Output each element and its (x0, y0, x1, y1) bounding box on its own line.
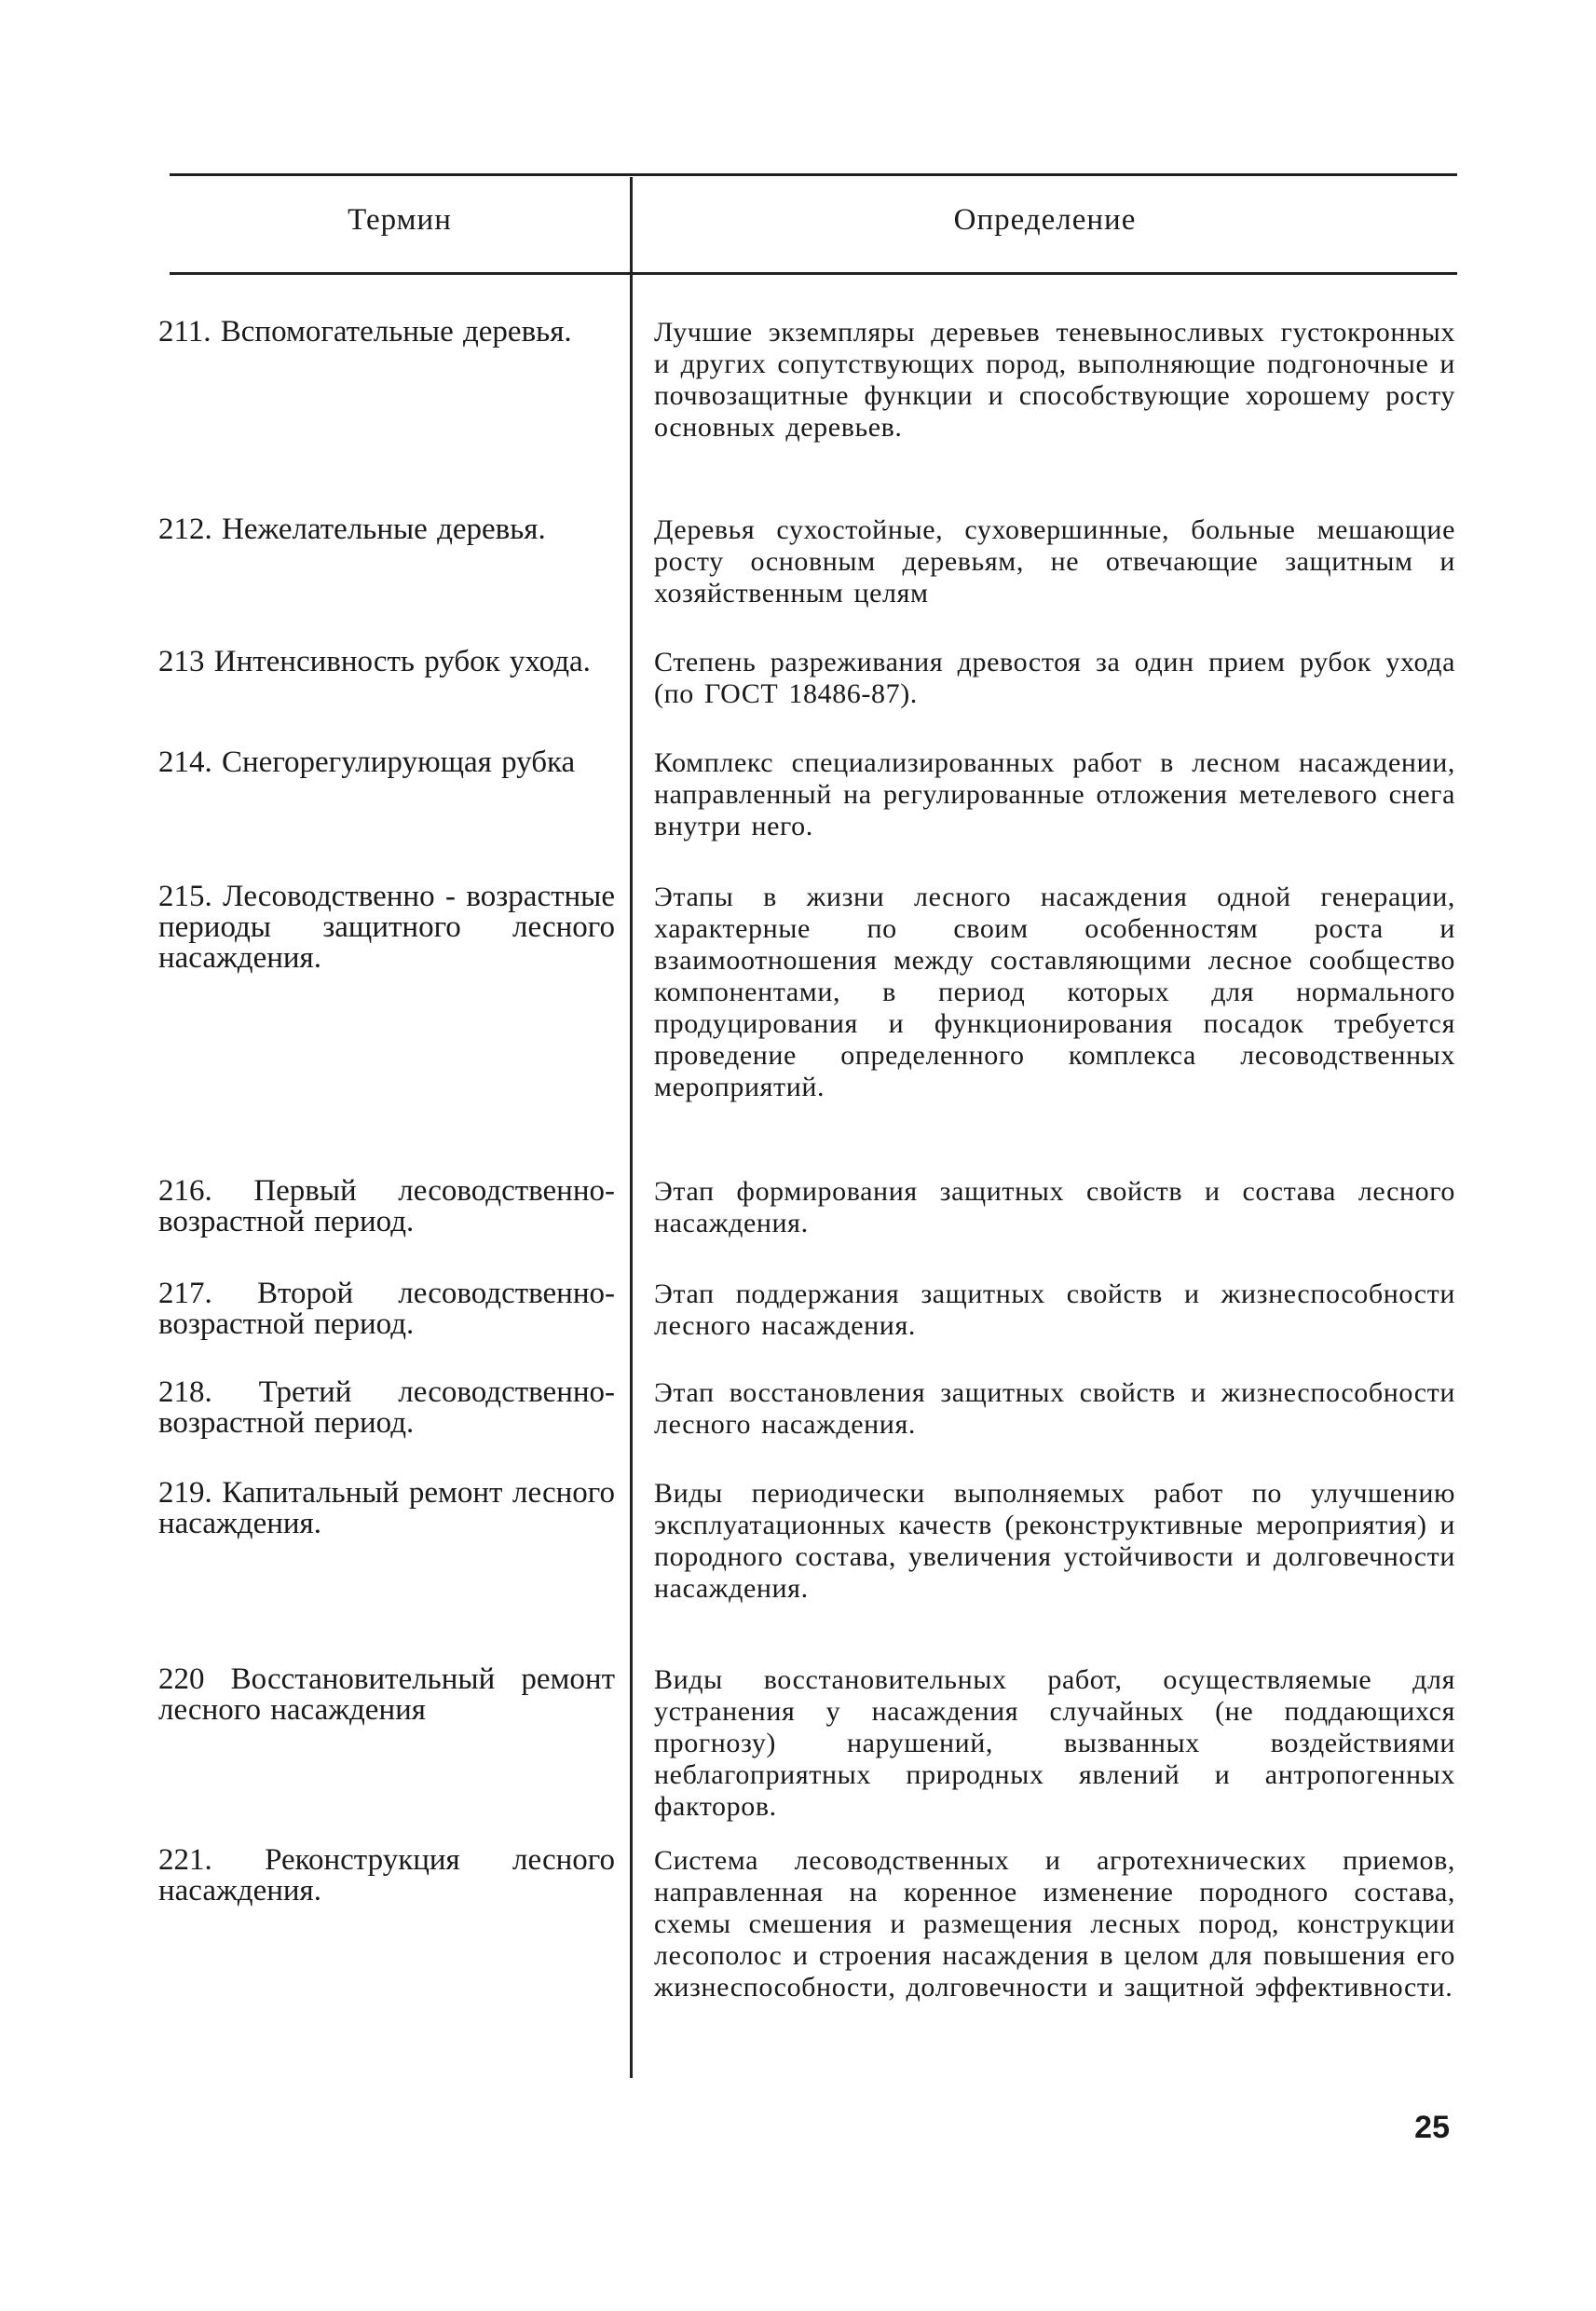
table-header-rule (170, 272, 1457, 275)
term-cell: 213 Интенсивность рубок ухода. (158, 645, 591, 678)
definition-cell: Лучшие экземпляры деревьев теневыносливых густокронных и других сопутствующих пород, выполняющие подгоночные и почвозащитные функции и способствующие хорошему росту основных деревьев. (654, 317, 1455, 443)
column-divider (630, 177, 633, 2078)
definition-cell: Степень разреживания древостоя за один прием рубок ухода (по ГОСТ 18486-87). (654, 647, 1455, 709)
term-cell: 220 Восстановительный ремонт лесного насаждения (158, 1662, 615, 1727)
definition-cell: Деревья сухостойные, суховершинные, больные мешающие росту основным деревьям, не отвечающие защитным и хозяйственным целям (654, 514, 1455, 609)
definition-cell: Этап восстановления защитных свойств и жизнеспособности лесного насаждения. (654, 1377, 1455, 1440)
term-cell: 215. Лесоводственно - возрастные периоды защитного лесного насаждения. (158, 880, 615, 975)
term-cell: 221. Реконструкция лесного насаждения. (158, 1843, 615, 1908)
term-cell: 219. Капитальный ремонт лесного насаждения. (158, 1476, 615, 1540)
definition-cell: Виды восстановительных работ, осуществляемые для устранения у насаждения случайных (не поддающихся прогнозу) нарушений, вызванных воздействиями неблагоприятных природных явлений и антропогенных факторов. (654, 1664, 1455, 1822)
table-top-rule (170, 173, 1457, 176)
term-cell: 217. Второй лесоводственно-возрастной период. (158, 1277, 615, 1341)
term-cell: 211. Вспомогательные деревья. (158, 315, 572, 349)
definition-cell: Виды периодически выполняемых работ по улучшению эксплуатационных качеств (реконструктивные мероприятия) и породного состава, увеличения устойчивости и долговечности насаждения. (654, 1478, 1455, 1604)
definition-cell: Этапы в жизни лесного насаждения одной генерации, характерные по своим особенностям роста и взаимоотношения между составляющими лесное сообщество компонентами, в период которых для нормального продуцирования и функционирования посадок требуется проведение определенного комплекса лесоводственных мероприятий. (654, 882, 1455, 1102)
definition-cell: Этап поддержания защитных свойств и жизнеспособности лесного насаждения. (654, 1279, 1455, 1341)
definition-cell: Система лесоводственных и агротехнических приемов, направленная на коренное изменение породного состава, схемы смешения и размещения лесных пород, конструкции лесополос и строения насаждения в целом для повышения его жизнеспособности, долговечности и защитной эффективности. (654, 1845, 1455, 2003)
definition-cell: Этап формирования защитных свойств и состава лесного насаждения. (654, 1176, 1455, 1238)
term-cell: 214. Снегорегулирующая рубка (158, 745, 576, 779)
column-header-term: Термин (348, 203, 452, 237)
term-cell: 216. Первый лесоводственно-возрастной период. (158, 1174, 615, 1238)
column-header-definition: Определение (953, 203, 1137, 237)
page-number: 25 (1414, 2110, 1450, 2145)
term-cell: 218. Третий лесоводственно-возрастной период. (158, 1375, 615, 1440)
definition-cell: Комплекс специализированных работ в лесном насаждении, направленный на регулированные отложения метелевого снега внутри него. (654, 747, 1455, 841)
term-cell: 212. Нежелательные деревья. (158, 513, 546, 546)
